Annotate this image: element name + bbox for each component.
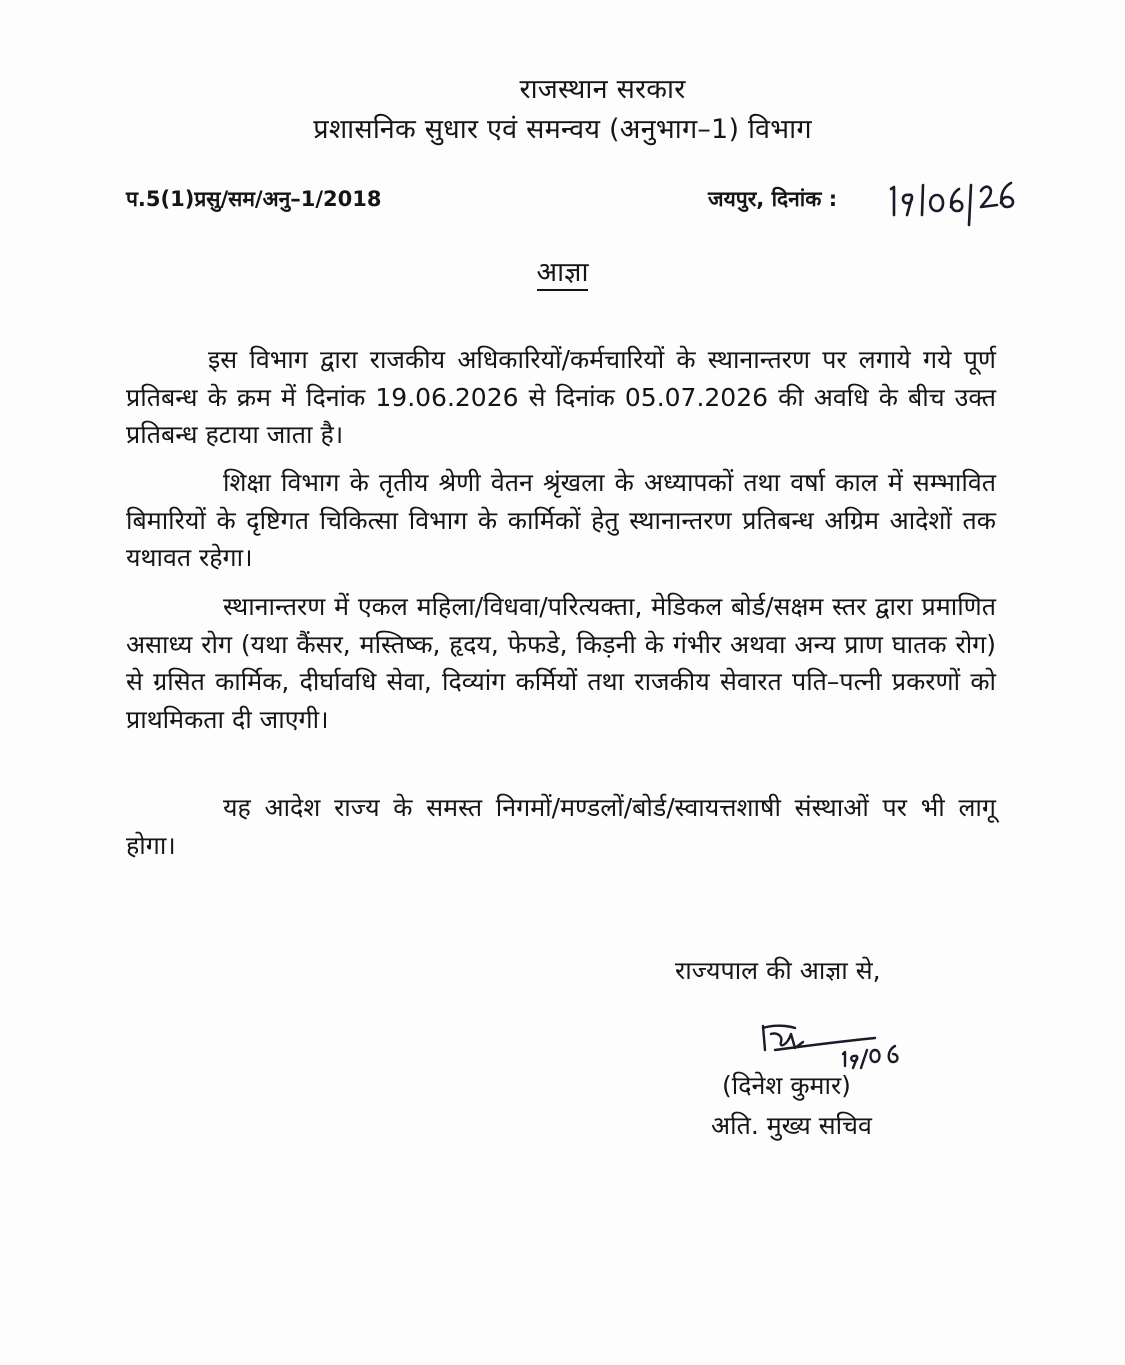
- handwritten-date: [885, 175, 1025, 227]
- government-name: राजस्थान सरकार: [519, 74, 686, 105]
- department-name: प्रशासनिक सुधार एवं समन्वय (अनुभाग–1) विभाग: [313, 114, 812, 145]
- paragraph-3: स्थानान्तरण में एकल महिला/विधवा/परित्यक्ता, मेडिकल बोर्ड/सक्षम स्तर द्वारा प्रमाणित असाध्य रोग (यथा कैंसर, मस्तिष्क, हृदय, फेफडे, किड़नी के गंभीर अथवा अन्य प्राण घातक रोग) से ग्रसित कार्मिक, दीर्घावधि सेवा, दिव्यांग कर्मियों तथा राजकीय सेवारत पति–पत्नी प्रकरणों को प्राथमिकता दी जाएगी।: [126, 592, 996, 734]
- paragraph-2: शिक्षा विभाग के तृतीय श्रेणी वेतन श्रृंखला के अध्यापकों तथा वर्षा काल में सम्भावित बिमारियों के दृष्टिगत चिकित्सा विभाग के कार्मिकों हेतु स्थानान्तरण प्रतिबन्ध अग्रिम आदेशों तक यथावत रहेगा।: [126, 468, 996, 572]
- order-title: आज्ञा: [0, 255, 1125, 291]
- place-date-label: जयपुर, दिनांक :: [708, 187, 838, 211]
- signatory-designation: अति. मुख्य सचिव: [711, 1111, 872, 1140]
- paragraph-1: इस विभाग द्वारा राजकीय अधिकारियों/कर्मचारियों के स्थानान्तरण पर लगाये गये पूर्ण प्रतिबन्ध के क्रम में दिनांक 19.06.2026 से दिनांक 05.07.2026 की अवधि के बीच उक्त प्रतिबन्ध हटाया जाता है।: [126, 345, 996, 449]
- authority-line: राज्यपाल की आज्ञा से,: [675, 956, 881, 985]
- signatory-name: (दिनेश कुमार): [722, 1071, 851, 1100]
- paragraph-4: यह आदेश राज्य के समस्त निगमों/मण्डलों/बोर्ड/स्वायत्तशाषी संस्थाओं पर भी लागू होगा।: [126, 793, 996, 860]
- reference-number: प.5(1)प्रसु/सम/अनु–1/2018: [126, 187, 382, 211]
